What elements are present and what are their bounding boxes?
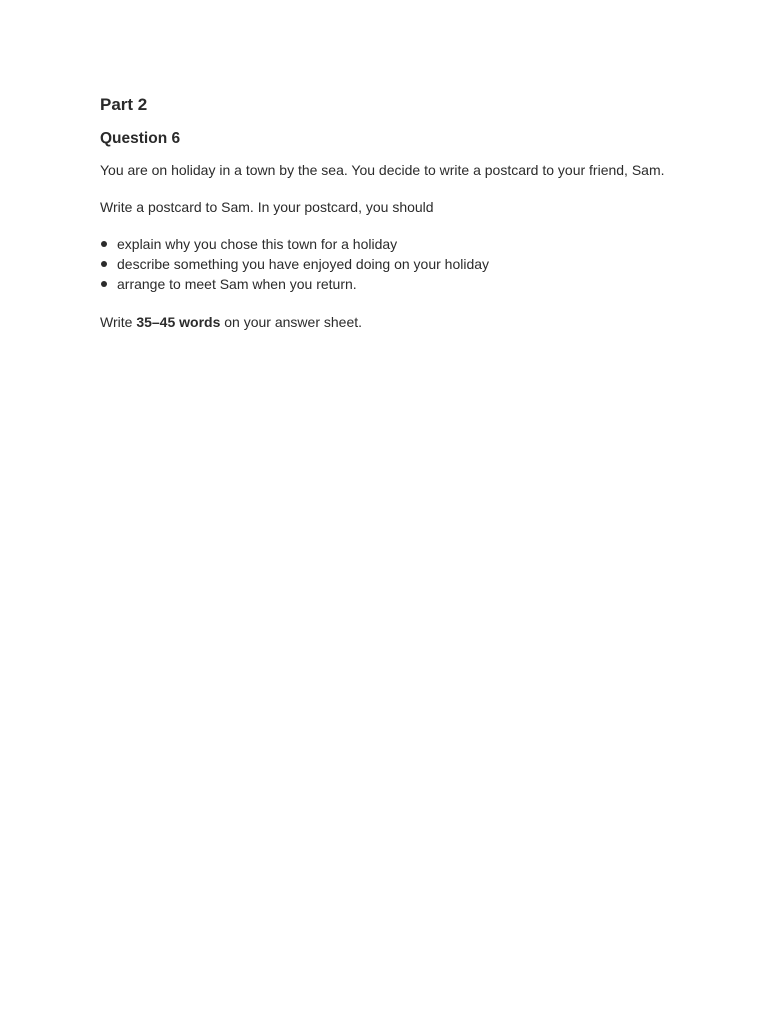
word-count-suffix: on your answer sheet. (220, 314, 363, 330)
exam-page (100, 94, 720, 331)
task-bullet-text: describe something you have enjoyed doing on your holiday (117, 256, 490, 272)
task-bullet (100, 234, 720, 254)
task-bullet-list (100, 234, 720, 294)
word-count-range: 35–45 words (136, 314, 221, 330)
task-bullet (100, 254, 720, 274)
word-count-prefix: Write (100, 314, 137, 330)
question-heading: Question 6 (100, 130, 181, 147)
task-bullet-text: explain why you chose this town for a holiday (117, 236, 398, 252)
bullet-icon (101, 241, 107, 247)
bullet-icon (101, 261, 107, 267)
word-count-instruction (100, 313, 720, 331)
part-heading: Part 2 (100, 95, 148, 114)
task-instruction: Write a postcard to Sam. In your postcard, you should (100, 199, 434, 215)
task-bullet-text: arrange to meet Sam when you return. (117, 276, 357, 292)
bullet-icon (101, 281, 107, 287)
task-bullet (100, 274, 720, 294)
task-intro: You are on holiday in a town by the sea. You decide to write a postcard to your friend, Sam. (100, 162, 665, 178)
